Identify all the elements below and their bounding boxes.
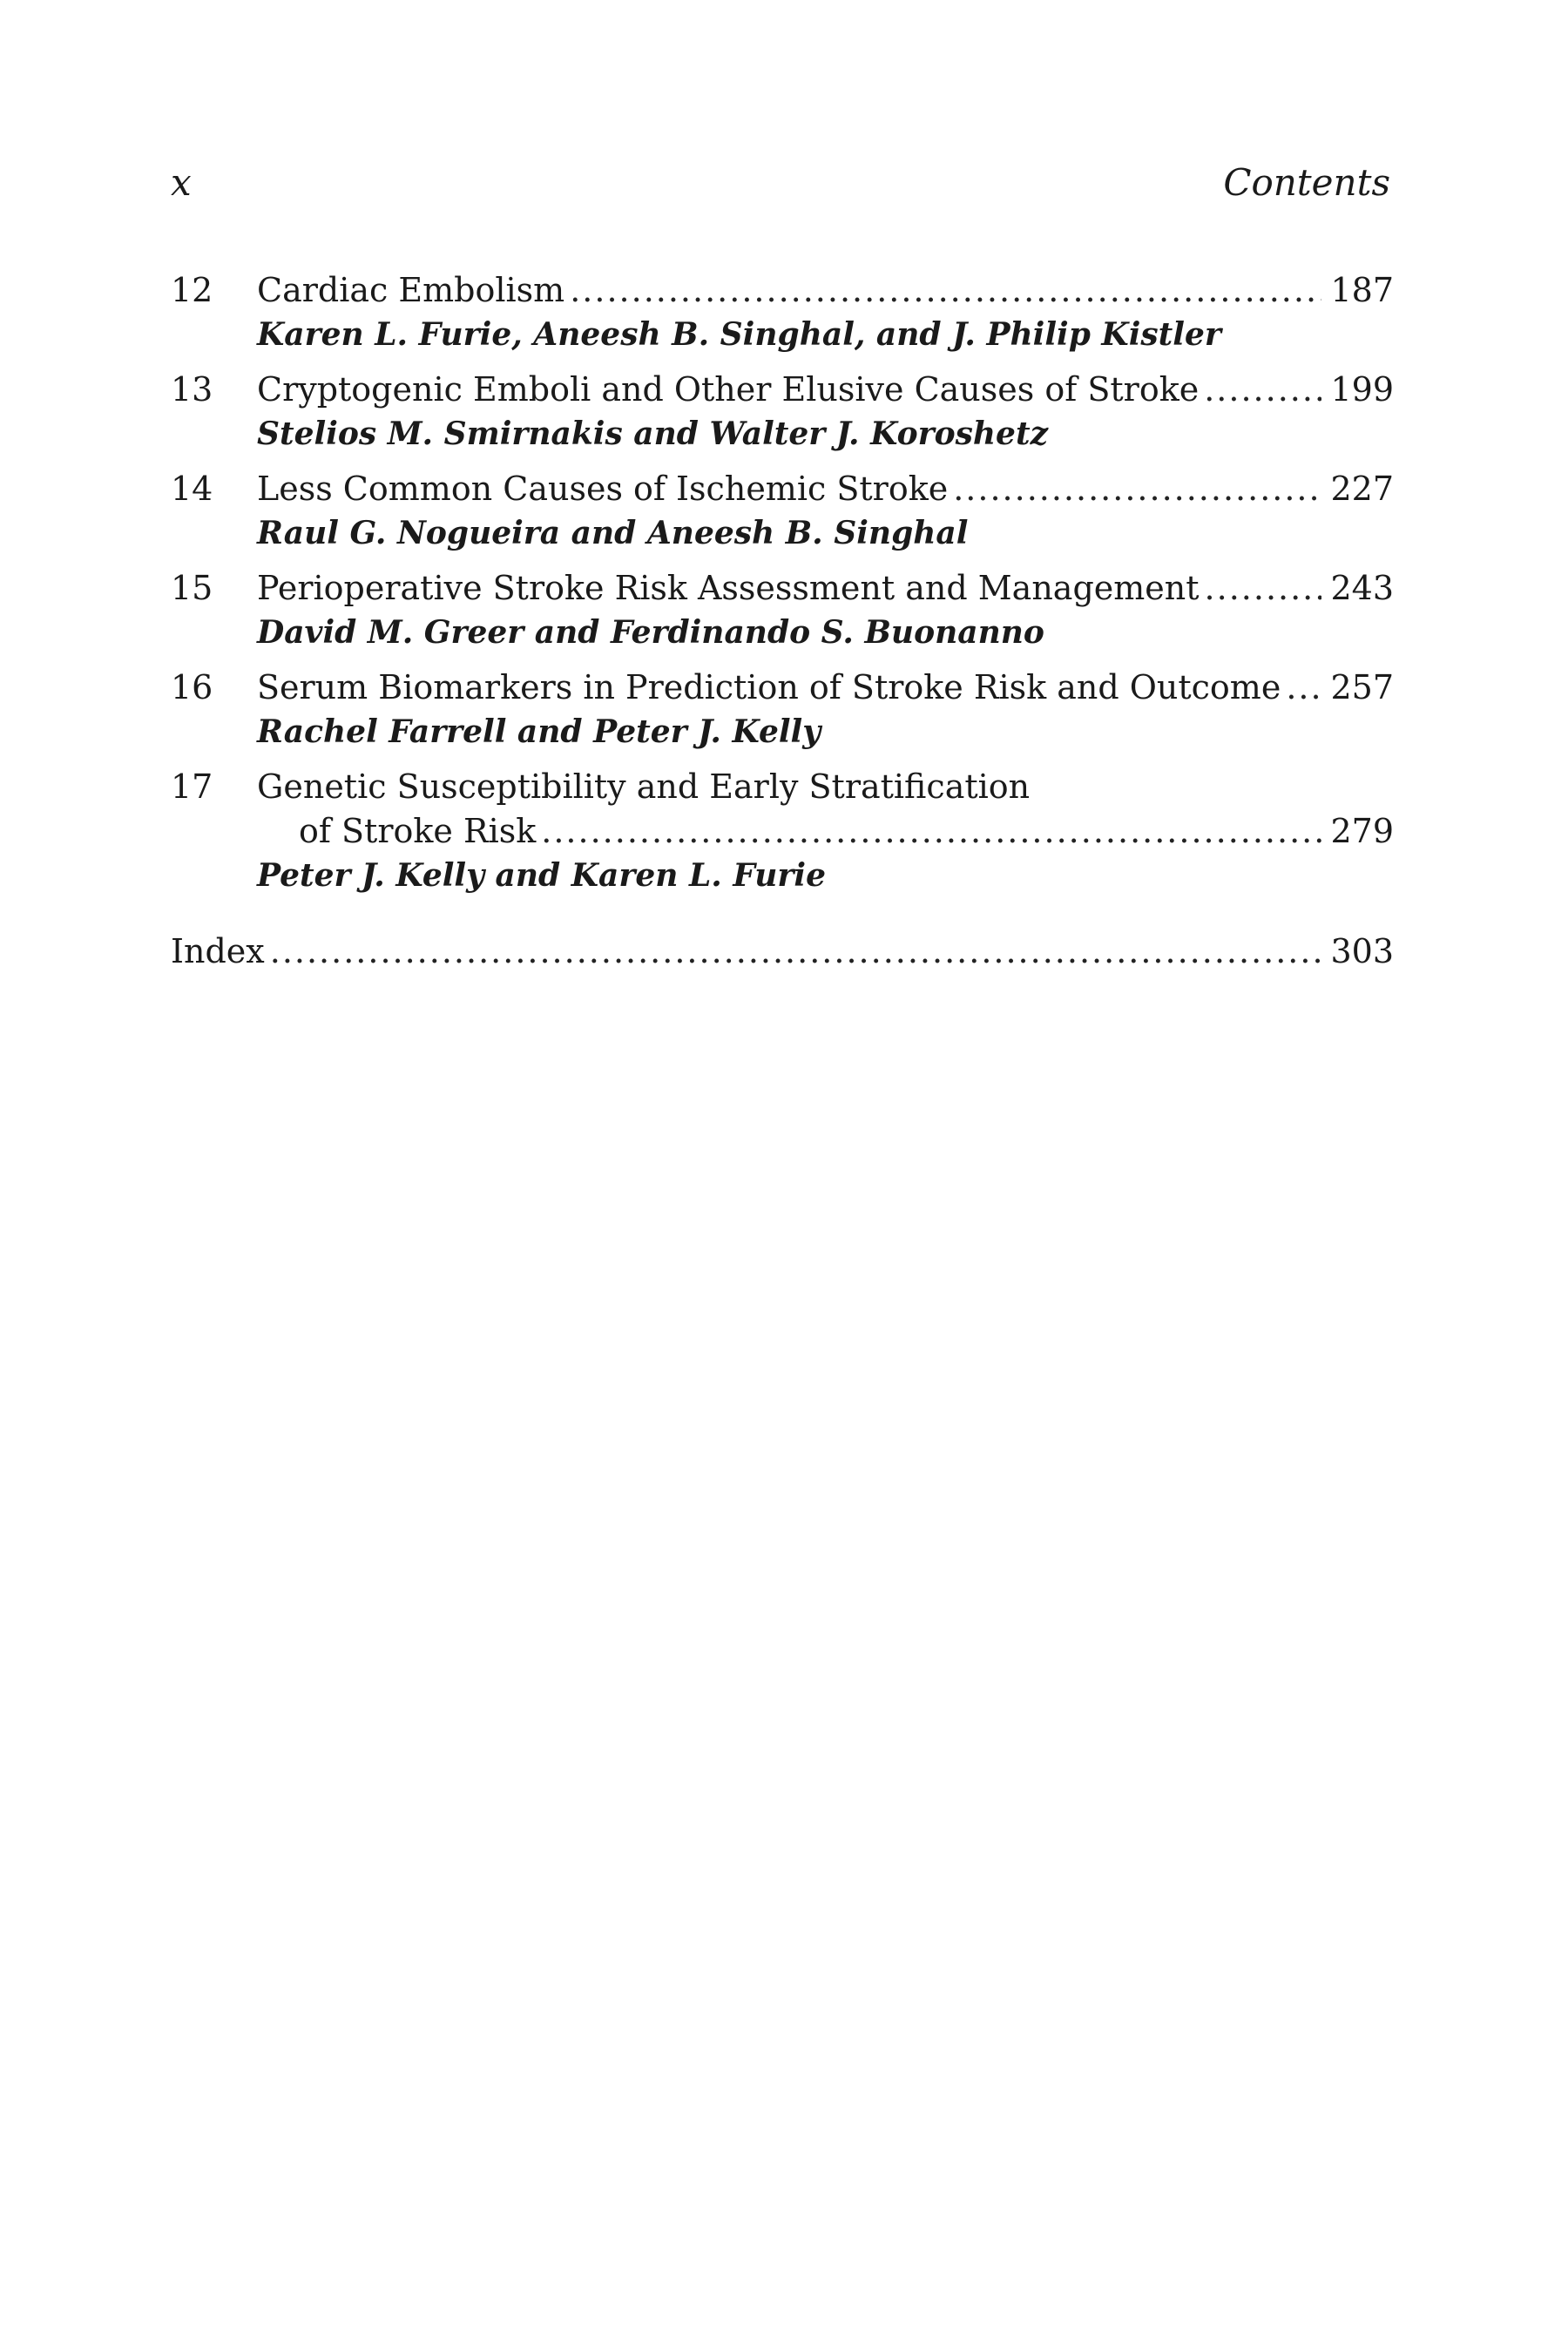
chapter-number: 14 bbox=[171, 470, 213, 508]
chapter-authors: Peter J. Kelly and Karen L. Furie bbox=[257, 857, 826, 894]
table-of-contents bbox=[171, 268, 1394, 974]
chapter-number: 13 bbox=[171, 370, 213, 409]
chapter-title-line bbox=[257, 566, 1394, 611]
chapter-page-number: 257 bbox=[1330, 668, 1394, 706]
toc-entry-chapter-16[interactable] bbox=[171, 666, 1394, 754]
toc-entry-chapter-12[interactable] bbox=[171, 268, 1394, 357]
dot-leader bbox=[1205, 566, 1322, 611]
toc-entry-chapter-17[interactable] bbox=[171, 765, 1394, 898]
chapter-authors: Rachel Farrell and Peter J. Kelly bbox=[257, 713, 821, 750]
chapter-page-number: 187 bbox=[1330, 271, 1394, 309]
chapter-number: 16 bbox=[171, 668, 213, 706]
running-head bbox=[171, 157, 1394, 209]
chapter-title-line bbox=[257, 368, 1394, 412]
chapter-authors: David M. Greer and Ferdinando S. Buonanno bbox=[257, 614, 1044, 651]
dot-leader bbox=[953, 467, 1321, 511]
chapter-number: 17 bbox=[171, 767, 213, 806]
index-line bbox=[171, 929, 1394, 974]
dot-leader bbox=[1286, 666, 1321, 710]
chapter-title: Perioperative Stroke Risk Assessment and Management bbox=[257, 569, 1200, 607]
toc-entry-chapter-13[interactable] bbox=[171, 368, 1394, 456]
toc-entry-chapter-14[interactable] bbox=[171, 467, 1394, 556]
index-page-number: 303 bbox=[1330, 932, 1394, 970]
chapter-authors: Raul G. Nogueira and Aneesh B. Singhal bbox=[257, 515, 969, 551]
chapter-page-number: 279 bbox=[1330, 812, 1394, 850]
chapter-authors: Karen L. Furie, Aneesh B. Singhal, and J. Philip Kistler bbox=[257, 316, 1221, 353]
toc-entry-index[interactable] bbox=[171, 929, 1394, 974]
chapter-title-line bbox=[257, 467, 1394, 511]
chapter-authors: Stelios M. Smirnakis and Walter J. Koroshetz bbox=[257, 416, 1049, 452]
chapter-title: Serum Biomarkers in Prediction of Stroke Risk and Outcome bbox=[257, 668, 1281, 706]
page-folio: x bbox=[171, 161, 192, 204]
chapter-number: 15 bbox=[171, 569, 213, 607]
running-head-title: Contents bbox=[1223, 161, 1390, 204]
chapter-page-number: 243 bbox=[1330, 569, 1394, 607]
chapter-page-number: 227 bbox=[1330, 470, 1394, 508]
index-label: Index bbox=[171, 932, 265, 970]
dot-leader bbox=[1204, 368, 1321, 412]
chapter-title-continued: of Stroke Risk bbox=[299, 812, 537, 850]
chapter-title-line bbox=[257, 268, 1394, 313]
dot-leader bbox=[570, 268, 1321, 313]
chapter-title: Less Common Causes of Ischemic Stroke bbox=[257, 470, 949, 508]
chapter-title: Cardiac Embolism bbox=[257, 271, 565, 309]
chapter-title: Cryptogenic Emboli and Other Elusive Causes of Stroke bbox=[257, 370, 1200, 409]
toc-entry-chapter-15[interactable] bbox=[171, 566, 1394, 655]
book-page bbox=[171, 157, 1394, 984]
chapter-page-number: 199 bbox=[1330, 370, 1394, 409]
dot-leader bbox=[270, 929, 1322, 974]
chapter-title: Genetic Susceptibility and Early Stratification bbox=[257, 767, 1031, 806]
chapter-title-line bbox=[257, 666, 1394, 710]
chapter-number: 12 bbox=[171, 271, 213, 309]
dot-leader bbox=[541, 809, 1321, 854]
chapter-title-line bbox=[257, 809, 1394, 854]
